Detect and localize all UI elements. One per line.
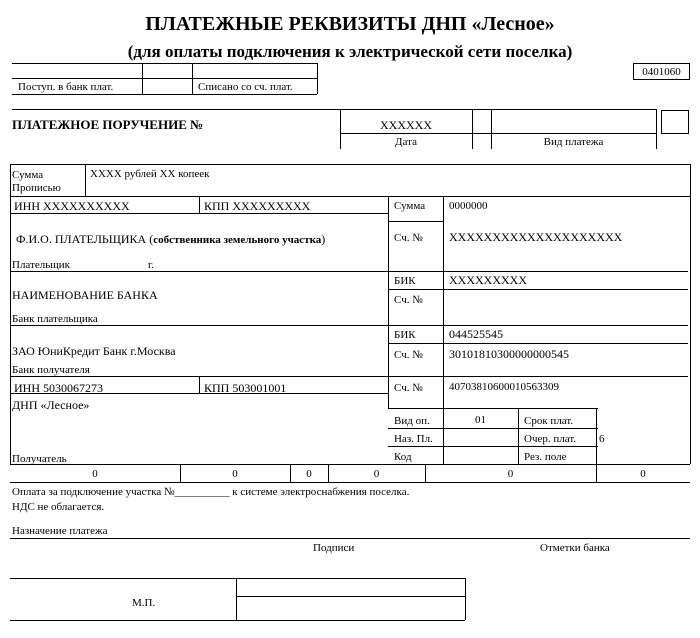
- form-code: 0401060: [642, 66, 681, 78]
- recipient-bank-label: Банк получателя: [12, 364, 90, 376]
- received-label: Поступ. в банк плат.: [18, 81, 114, 93]
- tax-cell: 0: [507, 468, 514, 480]
- payer-bank-name: НАИМЕНОВАНИЕ БАНКА: [12, 288, 158, 302]
- payer-bik-label: БИК: [394, 275, 416, 287]
- payer-name-bold: собственника земельного участка: [153, 234, 322, 246]
- tax-row-bottom-line: [10, 482, 690, 483]
- payer-inn-kpp-divider: [199, 196, 200, 213]
- order-title: ПЛАТЕЖНОЕ ПОРУЧЕНИЕ №: [12, 117, 204, 132]
- payer-bank-bottom-line: [10, 325, 688, 326]
- recipient-kpp: КПП 503001001: [204, 381, 287, 395]
- payer-bottom-line: [10, 271, 688, 272]
- recipient-bank-name: ЗАО ЮниКредит Банк г.Москва: [12, 344, 176, 358]
- signature-top-line: [10, 578, 465, 579]
- purpose-code-label: Наз. Пл.: [394, 433, 433, 445]
- amount-words-value: XXXX рублей XX копеек: [90, 168, 210, 180]
- form-code-box: [633, 63, 690, 80]
- amount-words-bottom-line: [10, 196, 690, 197]
- recipient-inn-kpp-divider: [199, 376, 200, 393]
- payer-name-prefix: Ф.И.О. ПЛАТЕЛЬЩИКА (: [16, 232, 154, 246]
- document-subtitle: (для оплаты подключения к электрической сети поселка): [127, 42, 573, 61]
- recipient-bank-account-value: 30101810300000000545: [449, 347, 569, 361]
- payer-bank-label: Банк плательщика: [12, 313, 98, 325]
- recipient-inn-bottom-line: [10, 393, 388, 394]
- order-divider: [656, 109, 657, 149]
- recipient-account-value: 40703810600010563309: [449, 381, 559, 393]
- main-top-line: [10, 164, 690, 165]
- signature-divider: [236, 578, 237, 620]
- op-type-value: 01: [475, 414, 486, 426]
- purpose-line2: НДС не облагается.: [12, 501, 105, 513]
- header-bottom-line: [12, 94, 317, 95]
- payment-status-box: [661, 110, 689, 134]
- payer-city: г.: [148, 259, 155, 271]
- bank-marks-label: Отметки банка: [540, 542, 610, 554]
- codes-divider: [518, 408, 519, 464]
- signature-mid-line: [236, 596, 465, 597]
- payer-inn: ИНН XXXXXXXXXX: [14, 199, 130, 213]
- main-left-border: [10, 164, 11, 464]
- priority-label: Очер. плат.: [524, 433, 577, 445]
- recipient-account-label: Сч. №: [394, 382, 423, 394]
- header-divider: [317, 63, 318, 94]
- recipient-inn: ИНН 5030067273: [14, 381, 103, 395]
- codes-divider: [596, 408, 597, 464]
- payer-account-value: XXXXXXXXXXXXXXXXXXXX: [449, 230, 623, 244]
- priority-value: 6: [599, 433, 605, 445]
- tax-cell: 0: [640, 468, 646, 480]
- recipient-bank-bottom-line: [10, 376, 688, 377]
- codes-top-line: [388, 408, 598, 409]
- amount-words-label-line1: Сумма: [12, 169, 44, 181]
- due-label: Срок плат.: [524, 415, 574, 427]
- recipient-bik-label: БИК: [394, 329, 416, 341]
- signature-bottom-line: [10, 620, 465, 621]
- payer-label: Плательщик: [12, 259, 70, 271]
- tax-cell: 0: [92, 468, 98, 480]
- payment-type-label: Вид платежа: [543, 136, 604, 148]
- header-top-line: [12, 63, 317, 64]
- amount-words-label-line2: Прописью: [12, 182, 61, 194]
- order-underline: [340, 133, 656, 134]
- payer-bik-value: XXXXXXXXX: [449, 273, 527, 287]
- purpose-line1: Оплата за подключение участка №__________ к системе электроснабжения поселка.: [12, 486, 410, 498]
- recipient-label: Получатель: [12, 453, 67, 465]
- codes-line: [388, 428, 598, 429]
- header-mid-line: [12, 78, 317, 79]
- codes-line: [388, 446, 598, 447]
- tax-cell: 0: [373, 468, 380, 480]
- payer-inn-bottom-line: [10, 213, 388, 214]
- payer-bank-account-label: Сч. №: [394, 294, 423, 306]
- order-top-line: [12, 109, 656, 110]
- order-divider: [472, 109, 473, 149]
- payer-account-label: Сч. №: [394, 232, 423, 244]
- signatures-label: Подписи: [313, 542, 355, 554]
- payer-name: [16, 232, 325, 247]
- payer-kpp: КПП XXXXXXXXX: [204, 199, 311, 213]
- order-number: XXXXXX: [380, 118, 432, 132]
- stamp-label: М.П.: [132, 597, 156, 609]
- op-type-label: Вид оп.: [394, 415, 430, 427]
- payer-name-suffix: ): [321, 232, 326, 246]
- main-right-border: [690, 164, 691, 464]
- purpose-bottom-line: [10, 538, 690, 539]
- code-label: Код: [394, 451, 412, 463]
- tax-cell: 0: [306, 468, 312, 480]
- document-title: ПЛАТЕЖНЫЕ РЕКВИЗИТЫ ДНП «Лесное»: [145, 13, 555, 35]
- sum-bottom-line: [388, 221, 443, 222]
- debited-label: Списано со сч. плат.: [198, 81, 293, 93]
- tax-cell: 0: [232, 468, 238, 480]
- recipient-bik-bottom-line: [388, 343, 688, 344]
- recipient-bik-value: 044525545: [449, 327, 503, 341]
- recipient-bank-account-label: Сч. №: [394, 349, 423, 361]
- recipient-name: ДНП «Лесное»: [12, 398, 90, 412]
- date-label: Дата: [395, 136, 417, 148]
- amount-words-divider: [85, 164, 86, 196]
- tax-row-top-line: [10, 464, 690, 465]
- purpose-label: Назначение платежа: [12, 525, 108, 537]
- payer-bik-bottom-line: [388, 289, 688, 290]
- reserve-label: Рез. поле: [524, 451, 567, 463]
- sum-label: Сумма: [394, 200, 426, 212]
- signature-divider: [465, 578, 466, 620]
- sum-value: 0000000: [449, 200, 488, 212]
